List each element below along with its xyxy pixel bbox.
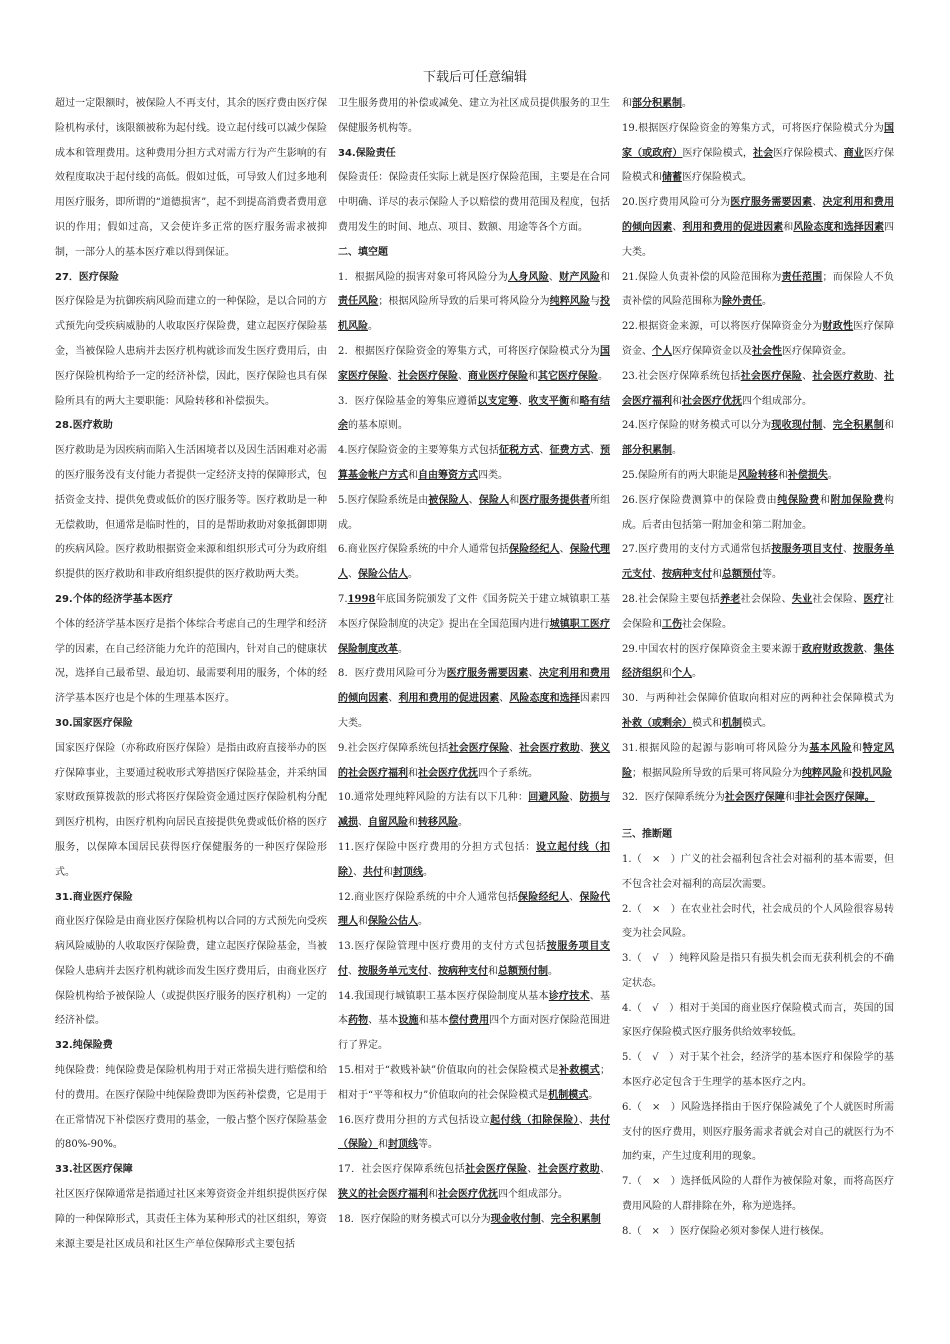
- paragraph: 6.（ × ）风险选择指由于医疗保险减免了个人就医时所需支付的医疗费用，则医疗服务需求者就会对自己的就医行为不加约束，产生过度利用的现象。: [622, 1101, 894, 1163]
- answer-text: 起付线（扣除保险）: [490, 1114, 580, 1126]
- answer-text: 按服务单元支付: [622, 544, 895, 581]
- answer-text: 完全积累制: [550, 1213, 601, 1225]
- answer-text: 社会医疗保险: [448, 742, 510, 754]
- answer-text: 转移风险: [418, 817, 458, 829]
- answer-text: 基本风险: [809, 742, 852, 754]
- answer-text: 个人: [672, 668, 692, 680]
- answer-text: 商业: [843, 147, 864, 159]
- answer-text: 补救（或剩余）: [622, 717, 692, 729]
- section-heading: 二、填空题: [338, 246, 388, 258]
- answer-text: 机制: [722, 717, 742, 729]
- section-heading: 31.商业医疗保险: [55, 891, 133, 903]
- column-right: [622, 92, 894, 1245]
- answer-text: 共付（保险）: [338, 1114, 611, 1151]
- section-heading: 28.医疗救助: [55, 420, 113, 432]
- answer-text: 收支平衡: [528, 395, 570, 407]
- answer-text: 按病种支付: [662, 569, 712, 581]
- answer-text: 工伤: [662, 618, 682, 630]
- answer-text: 征费方式: [549, 445, 590, 457]
- answer-text: 医疗服务提供者: [519, 494, 590, 506]
- paragraph: 3.（ √ ）纯粹风险是指只有损失机会而无获利机会的不确定状态。: [622, 953, 894, 989]
- answer-text: 国家医疗保险: [338, 345, 610, 382]
- paragraph: 28.社会保险主要包括养老社会保险、失业社会保险、医疗社会保险和工伤社会保险。: [622, 593, 895, 630]
- paragraph: 31.根据风险的起源与影响可将风险分为基本风险和特定风险；根据风险所导致的后果可将风险分为纯粹风险和投机风险: [622, 742, 895, 779]
- answer-text: 保险人: [478, 494, 510, 506]
- paragraph: 26.医疗保险费测算中的保险费由纯保险费和附加保险费构成。后者由包括第一附加金和第二附加金。: [622, 494, 895, 531]
- answer-text: 社会医疗救助: [519, 742, 580, 754]
- answer-text: 保险公估人: [358, 569, 408, 581]
- answer-text: 略有结余: [338, 395, 611, 432]
- paragraph: 25.保险所有的两大职能是风险转移和补偿损失。: [622, 469, 838, 481]
- paragraph: 8.（ × ）医疗保险必须对参保人进行核保。: [622, 1225, 830, 1237]
- page-header: 下载后可任意编辑: [422, 70, 527, 85]
- answer-text: 保险经纪人: [509, 544, 560, 556]
- answer-text: 非社会医疗保障。: [794, 792, 875, 804]
- paragraph: 8．医疗费用风险可分为医疗服务需要因素、决定利用和费用的倾向因素、利用和费用的促进因素、风险态度和选择因素四大类。: [338, 668, 611, 729]
- answer-text: 补救模式: [559, 1065, 600, 1077]
- answer-text: 偿付费用: [448, 1015, 490, 1027]
- paragraph: 7.1998年底国务院颁发了文件《国务院关于建立城镇职工基本医疗保险制度的决定》提出在全国范围内进行城镇职工医疗保险制度改革。: [338, 593, 611, 655]
- paragraph: 21.保险人负责补偿的风险范围称为责任范围；而保险人不负责补偿的风险范围称为除外责任。: [622, 271, 895, 308]
- paragraph: 10.通常处理纯粹风险的方法有以下几种：回避风险、防损与减损、自留风险和转移风险。: [338, 792, 611, 829]
- answer-text: 预算基金帐户方式: [338, 445, 611, 481]
- answer-text: 共付: [363, 866, 383, 878]
- answer-text: 政府财政拨款: [802, 643, 864, 655]
- answer-text: 现收现付制: [771, 420, 823, 432]
- answer-text: 保险代理人: [338, 891, 611, 928]
- paragraph: 12.商业医疗保险系统的中介人通常包括保险经纪人、保险代理人和保险公估人。: [338, 891, 611, 928]
- paragraph: 24.医疗保险的财务模式可以分为现收现付制、完全积累制和部分积累制。: [622, 420, 895, 457]
- paragraph: 9.社会医疗保障系统包括社会医疗保险、社会医疗救助、狭义的社会医疗福利和社会医疗优抚四个子系统。: [338, 742, 611, 779]
- paragraph: 5.（ √ ）对于某个社会，经济学的基本医疗和保险学的基本医疗必定包含于生理学的基本医疗之内。: [622, 1052, 894, 1089]
- spacer: [622, 811, 894, 823]
- paragraph: 15.相对于“救贱补缺”价值取向的社会保险模式是补救模式；相对于“平等和权力”价值取向的社会保险模式是机制模式。: [338, 1065, 610, 1101]
- paragraph: 国家医疗保险（亦称政府医疗保险）是指由政府直接举办的医疗保障事业，主要通过税收形式筹措医疗保险基金，并采纳国家财政预算拨款的形式将医疗保险资金通过医疗保险机构分配到医疗机构，由医疗机构向居民直接提供免费或低价格的医疗服务，以保障本国居民获得医疗保健服务的一种医疗保险形式。: [55, 742, 327, 878]
- answer-text: 封顶线: [388, 1139, 418, 1151]
- answer-text: 责任风险: [338, 296, 379, 308]
- paragraph: 22.根据资金来源，可以将医疗保障资金分为财政性医疗保障资金、个人医疗保障资金以及社会性医疗保障资金。: [622, 321, 895, 357]
- paragraph: 27.医疗费用的支付方式通常包括按服务项目支付、按服务单元支付、按病种支付和总额预付等。: [622, 544, 895, 581]
- answer-text: 个人: [652, 345, 672, 357]
- column-left: [55, 92, 327, 1257]
- section-heading: 29.个体的经济学基本医疗: [55, 593, 173, 605]
- answer-text: 社会医疗救助: [537, 1164, 601, 1176]
- paragraph: 2．根据医疗保险资金的筹集方式，可将医疗保险模式分为国家医疗保险、社会医疗保险、商业医疗保险和其它医疗保险。: [338, 345, 610, 382]
- answer-text: 国家（或政府）: [622, 122, 894, 159]
- answer-text: 总额预付: [722, 569, 762, 581]
- answer-text: 集体经济组织: [622, 643, 895, 680]
- answer-text: 风险态度和选择因素: [793, 221, 885, 233]
- answer-text: 社会医疗保障: [724, 792, 785, 804]
- paragraph: 商业医疗保险是由商业医疗保险机构以合同的方式预先向受疾病风险威胁的人收取医疗保险费，建立起医疗保险基金，当被保险人患病并去医疗机构就诊而发生医疗费用后，由商业医疗保险机构给予被保险人（或提供医疗服务的医疗机构）一定的经济补偿。: [55, 916, 327, 1027]
- paragraph: 卫生服务费用的补偿或减免、建立为社区成员提供服务的卫生保健服务机构等。: [338, 98, 610, 134]
- answer-text: 社会医疗优抚: [418, 767, 478, 779]
- paragraph: 13.医疗保险管理中医疗费用的支付方式包括按服务项目支付、按服务单元支付、按病种支付和总额预付制。: [338, 941, 611, 977]
- answer-text: 社会医疗保险: [740, 370, 803, 382]
- paragraph: 5.医疗保险系统是由被保险人、保险人和医疗服务提供者所组成。: [338, 494, 611, 531]
- answer-text: 社会医疗保险: [465, 1164, 528, 1176]
- answer-text: 纯粹风险: [802, 767, 842, 779]
- answer-text: 社会医疗保险: [398, 370, 458, 382]
- answer-text: 自由筹资方式: [418, 469, 478, 481]
- answer-text: 部分积累制: [622, 445, 672, 457]
- section-heading: 32.纯保险费: [55, 1040, 113, 1052]
- answer-text: 纯保险费: [777, 494, 820, 506]
- paragraph: 16.医疗费用分担的方式包括设立起付线（扣除保险）、共付（保险）和封顶线等。: [338, 1114, 611, 1151]
- paragraph: 纯保险费：纯保险费是保险机构用于对正常损失进行赔偿和给付的费用。在医疗保险中纯保险费即为医药补偿费，它是用于在正常情况下补偿医疗费用的基金，一般占整个医疗保险基金的80%-90%。: [55, 1065, 327, 1151]
- answer-text: 部分积累制: [632, 98, 682, 109]
- answer-text: 其它医疗保险: [538, 370, 598, 382]
- section-heading: 30.国家医疗保险: [55, 717, 133, 729]
- answer-text: 自留风险: [368, 817, 408, 829]
- answer-text: 按服务单元支付: [358, 965, 428, 977]
- paragraph: 保险责任：保险责任实际上就是医疗保险范围，主要是在合同中明确、详尽的表示保险人予以赔偿的费用范围及程度，包括费用发生的时间、地点、项目、数额、用途等各个方面。: [338, 172, 610, 233]
- section-heading: 33.社区医疗保障: [55, 1164, 133, 1176]
- paragraph: 个体的经济学基本医疗是指个体综合考虑自己的生理学和经济学的因素，在自己经济能力允许的范围内，针对自己的健康状况，选择自己最希望、最迫切、最需要利用的服务，个体的经济学基本医疗也是个体的生理基本医疗。: [55, 618, 327, 705]
- column-middle: [338, 92, 610, 1233]
- answer-text: 人身风险: [508, 271, 549, 283]
- paragraph: 14.我国现行城镇职工基本医疗保险制度从基本诊疗技术、基本药物、基本设施和基本偿付费用四个方面对医疗保险范围进行了界定。: [338, 990, 611, 1052]
- paragraph: 4.（ √ ）相对于美国的商业医疗保险模式而言，英国的国家医疗保险模式医疗服务供给效率较低。: [622, 1002, 894, 1039]
- answer-text: 决定利用和费用的倾向因素: [338, 668, 611, 705]
- answer-text: 储蓄: [662, 172, 682, 184]
- section-heading: 27．医疗保险: [55, 271, 119, 283]
- answer-text: 城镇职工医疗保险制度改革: [338, 618, 611, 655]
- answer-text: 狭义的社会医疗福利: [338, 742, 611, 779]
- answer-text: 风险态度和选择: [509, 693, 580, 705]
- answer-text: 医疗服务需要因素: [730, 197, 813, 209]
- answer-text: 利用和费用的促进因素: [682, 221, 784, 233]
- answer-text: 特定风险: [622, 742, 895, 779]
- answer-text: 社会: [753, 147, 774, 159]
- answer-text: 征税方式: [499, 445, 540, 457]
- answer-text: 利用和费用的促进因素: [398, 693, 500, 705]
- answer-text: 现金收付制: [490, 1213, 541, 1225]
- answer-text: 社会医疗优抚: [438, 1189, 498, 1201]
- answer-text: 封顶线: [393, 866, 423, 878]
- paragraph: 2.（ × ）在农业社会时代，社会成员的个人风险很容易转变为社会风险。: [622, 903, 894, 940]
- section-heading: 34.保险责任: [338, 147, 396, 159]
- answer-text: 药物: [348, 1015, 369, 1027]
- answer-text: 被保险人: [428, 494, 469, 506]
- paragraph: 医疗保险是为抗御疾病风险而建立的一种保险，是以合同的方式预先向受疾病威胁的人收取医疗保险费，建立起医疗保险基金，当被保险人患病并去医疗机构就诊而发生医疗费用后，由医疗保险机构给予一定的经济补偿，因此，医疗保险也具有保险所具有的两大主要职能：风险转移和补偿损失。: [55, 296, 327, 407]
- paragraph: 1．根据风险的损害对象可将风险分为人身风险、财产风险和责任风险；根据风险所导致的后果可将风险分为纯粹风险与投机风险。: [338, 271, 611, 333]
- paragraph: 7.（ × ）选择低风险的人群作为被保险对象，而将高医疗费用风险的人群排除在外，称为逆选择。: [622, 1176, 894, 1213]
- answer-text: 决定利用和费用的倾向因素: [622, 197, 895, 233]
- answer-text: 完全积累制: [832, 420, 885, 432]
- answer-text: 责任范围: [781, 271, 823, 283]
- paragraph: 19.根据医疗保险资金的筹集方式，可将医疗保险模式分为国家（或政府）医疗保险模式，社会医疗保险模式、商业医疗保险模式和储蓄医疗保险模式。: [622, 122, 895, 184]
- answer-text: 防损与减损: [338, 792, 611, 829]
- paragraph: 32．医疗保障系统分为社会医疗保障和非社会医疗保障。: [622, 792, 875, 804]
- answer-text: 失业: [791, 593, 813, 605]
- paragraph: 20.医疗费用风险可分为医疗服务需要因素、决定利用和费用的倾向因素、利用和费用的促进因素和风险态度和选择因素四大类。: [622, 197, 895, 258]
- paragraph: 11.医疗保险中医疗费用的分担方式包括：设立起付线（扣除）、共付和封顶线。: [338, 841, 611, 878]
- answer-text: 医疗: [863, 593, 885, 605]
- answer-text: 总额预付制: [498, 965, 548, 977]
- answer-text: 附加保险费: [830, 494, 885, 506]
- answer-text: 社会性: [752, 345, 782, 357]
- answer-text: 纯粹风险: [549, 296, 590, 308]
- answer-text: 保险经纪人: [518, 891, 570, 903]
- paragraph: 6.商业医疗保险系统的中介人通常包括保险经纪人、保险代理人、保险公估人。: [338, 544, 611, 581]
- answer-text: 回避风险: [528, 792, 570, 804]
- answer-text: 保险代理人: [338, 544, 611, 581]
- answer-text: 风险转移: [737, 469, 778, 481]
- answer-text: 投机风险: [338, 296, 611, 333]
- answer-text: 投机风险: [852, 767, 892, 779]
- answer-text: 补偿损失: [787, 469, 828, 481]
- paragraph: 17．社会医疗保障系统包括社会医疗保险、社会医疗救助、狭义的社会医疗福利和社会医疗优抚四个组成部分。: [338, 1164, 611, 1201]
- paragraph: 医疗救助是为因疾病而陷入生活困境者以及因生活困难对必需的医疗服务没有支付能力者提供一定经济支持的保障形式，包括资金支持、提供免费或低价的医疗服务等。医疗救助是一种无偿救助，但通常是临时性的，目的是帮助救助对象抵御即期的疾病风险。医疗救助根据资金来源和组织形式可分为政府组织提供的医疗救助和非政府组织提供的医疗救助两大类。: [55, 445, 327, 581]
- paragraph: 3．医疗保险基金的筹集应遵循以支定筹、收支平衡和略有结余的基本原则。: [338, 395, 611, 432]
- answer-text: 按服务项目支付: [338, 941, 611, 977]
- paragraph: 23.社会医疗保障系统包括社会医疗保险、社会医疗救助、社会医疗福利和社会医疗优抚四个组成部分。: [622, 370, 895, 407]
- answer-text: 诊疗技术: [548, 990, 590, 1002]
- paragraph: 和部分积累制。: [622, 98, 692, 109]
- section-heading: 三、推断题: [622, 829, 672, 841]
- answer-text: 社会医疗救助: [812, 370, 874, 382]
- answer-text: 狭义的社会医疗福利: [338, 1189, 428, 1201]
- paragraph: 1.（ × ）广义的社会福利包含社会对福利的基本需要，但不包含社会对福利的高层次需要。: [622, 853, 894, 890]
- paragraph: 4.医疗保险资金的主要筹集方式包括征税方式、征费方式、预算基金帐户方式和自由筹资方式四类。: [338, 445, 611, 481]
- answer-text: 社会医疗福利: [622, 370, 895, 407]
- answer-text: 医疗服务需要因素: [446, 668, 529, 680]
- answer-text: 社会医疗优抚: [682, 395, 742, 407]
- answer-text: 机制模式: [548, 1089, 589, 1101]
- answer-text: 除外责任: [722, 296, 762, 308]
- paragraph: 社区医疗保障通常是指通过社区来筹资资金并组织提供医疗保障的一种保障形式，其责任主体为某种形式的社区组织，筹资来源主要是社区成员和社区生产单位保障形式主要包括: [55, 1189, 327, 1250]
- answer-text: 财产风险: [559, 271, 601, 283]
- answer-text: 1998: [347, 593, 376, 605]
- paragraph: 18．医疗保险的财务模式可以分为现金收付制、完全积累制: [338, 1213, 601, 1225]
- answer-text: 商业医疗保险: [468, 370, 528, 382]
- answer-text: 按服务项目支付: [771, 544, 844, 556]
- answer-text: 保险公估人: [368, 916, 418, 928]
- answer-text: 以支定筹: [477, 395, 519, 407]
- answer-text: 设施: [398, 1015, 419, 1027]
- answer-text: 养老: [720, 593, 741, 605]
- paragraph: 30．与两种社会保障价值取向相对应的两种社会保障模式为补救（或剩余）模式和机制模式。: [622, 693, 894, 729]
- answer-text: 设立起付线（扣除）: [338, 841, 611, 878]
- paragraph: 29.中国农村的医疗保障资金主要来源于政府财政拨款、集体经济组织和个人。: [622, 643, 895, 680]
- answer-text: 按病种支付: [438, 965, 488, 977]
- paragraph: 超过一定限额时，被保险人不再支付，其余的医疗费由医疗保险机构承付，该限额被称为起付线。设立起付线可以减少保险成本和管理费用。这种费用分担方式对需方行为产生影响的有效程度取决于起付线的高低。假如过低，可导致人们过多地利用医疗服务，即所谓的“道德损害”，起不到提高消费者费用意识的作用；假如过高，又会使许多正常的医疗服务需求被抑制，一部分人的基本医疗难以得到保证。: [55, 98, 327, 258]
- answer-text: 财政性: [822, 321, 854, 333]
